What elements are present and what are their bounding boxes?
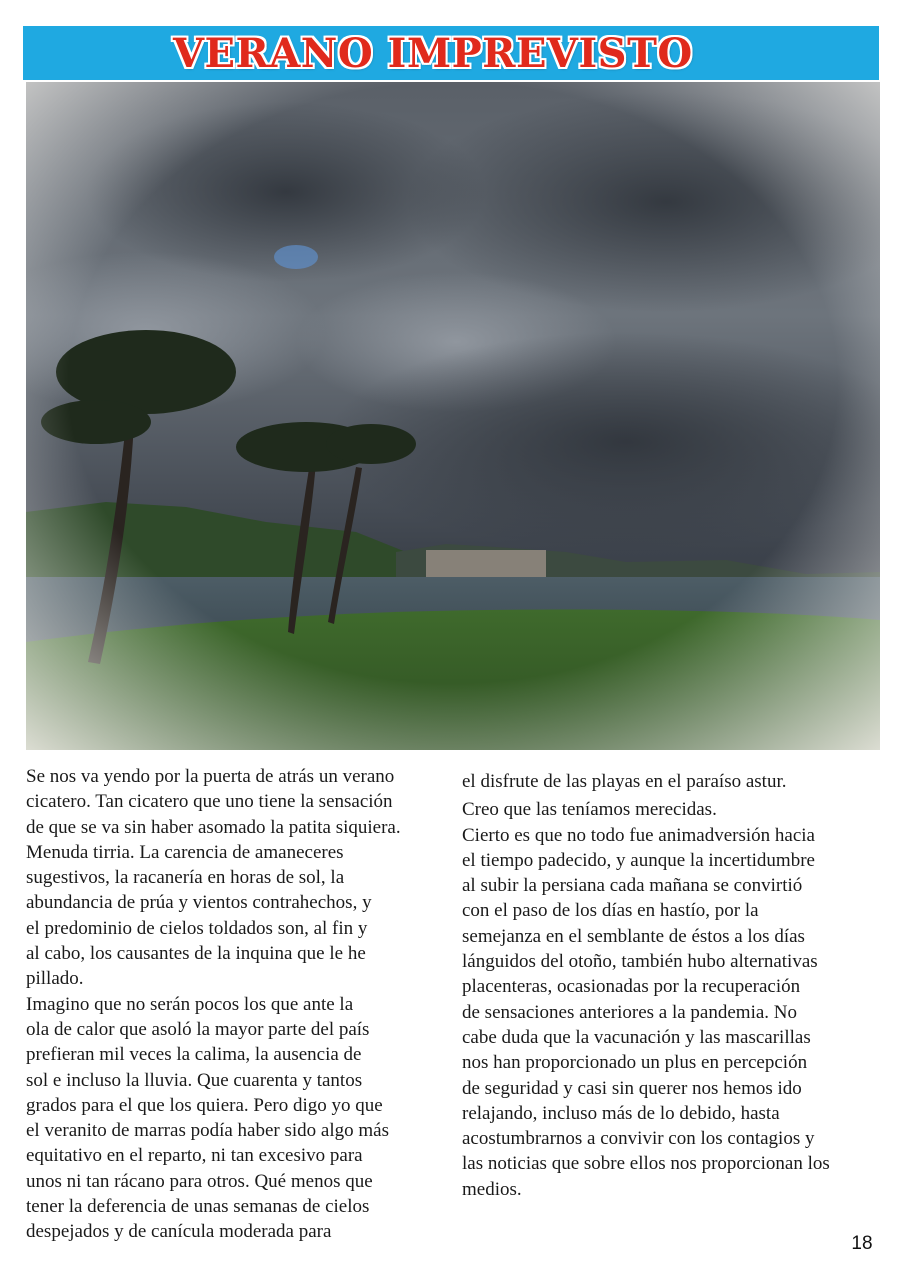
text-line: pillado.: [26, 968, 84, 990]
landscape-photo: [26, 82, 880, 750]
text-line: acostumbrarnos a convivir con los contagios y: [462, 1128, 815, 1150]
text-line: el tiempo padecido, y aunque la incertidumbre: [462, 849, 815, 871]
coastal-storm-landscape-icon: [26, 82, 880, 750]
text-line: unos ni tan rácano para otros. Qué menos que: [26, 1170, 373, 1192]
text-line: lánguidos del otoño, también hubo alternativas: [462, 951, 818, 973]
text-line: con el paso de los días en hastío, por la: [462, 900, 759, 922]
text-line: el predominio de cielos toldados son, al fin y: [26, 917, 368, 939]
text-line: el disfrute de las playas en el paraíso astur.: [462, 771, 787, 792]
text-line: relajando, incluso más de lo debido, hasta: [462, 1102, 780, 1124]
article-column-left: [26, 764, 451, 1245]
text-line: placenteras, ocasionadas por la recuperación: [462, 976, 801, 998]
text-line: despejados y de canícula moderada para: [26, 1221, 332, 1243]
text-line: el veranito de marras podía haber sido algo más: [26, 1120, 389, 1142]
text-line: ola de calor que asoló la mayor parte del país: [26, 1018, 370, 1040]
text-line: cicatero. Tan cicatero que uno tiene la sensación: [26, 791, 393, 813]
text-line: Menuda tirria. La carencia de amaneceres: [26, 841, 344, 863]
text-line: medios.: [462, 1178, 522, 1200]
text-line: grados para el que los quiera. Pero digo yo que: [26, 1094, 383, 1116]
text-line: de seguridad y casi sin querer nos hemos ido: [462, 1077, 802, 1099]
text-line: al cabo, los causantes de la inquina que le he: [26, 943, 366, 965]
page-number: 18: [851, 1233, 873, 1254]
text-line: sol e incluso la lluvia. Que cuarenta y tantos: [26, 1069, 363, 1091]
page-title: VERANO IMPREVISTO: [173, 30, 693, 77]
text-line: Imagino que no serán pocos los que ante la: [26, 993, 354, 1015]
text-line: tener la deferencia de unas semanas de cielos: [26, 1196, 370, 1218]
text-line: prefieran mil veces la calima, la ausencia de: [26, 1044, 362, 1066]
text-line: Cierto es que no todo fue animadversión hacia: [462, 824, 815, 846]
text-line: las noticias que sobre ellos nos proporcionan los: [462, 1153, 830, 1175]
text-line: de que se va sin haber asomado la patita siquiera.: [26, 816, 401, 838]
text-line: semejanza en el semblante de éstos a los días: [462, 925, 805, 947]
text-line: abundancia de prúa y vientos contrahechos, y: [26, 892, 372, 914]
text-line: al subir la persiana cada mañana se convirtió: [462, 875, 803, 897]
text-line: cabe duda que la vacunación y las mascarillas: [462, 1026, 811, 1048]
text-line: sugestivos, la racanería en horas de sol, la: [26, 867, 345, 889]
text-line: de sensaciones anteriores a la pandemia. No: [462, 1001, 798, 1023]
text-line: Creo que las teníamos merecidas.: [462, 799, 717, 821]
article-column-right: [462, 769, 882, 1202]
text-line: nos han proporcionado un plus en percepción: [462, 1052, 808, 1074]
text-line: Se nos va yendo por la puerta de atrás un verano: [26, 766, 395, 787]
title-banner: [23, 26, 879, 80]
text-line: equitativo en el reparto, ni tan excesivo para: [26, 1145, 363, 1167]
